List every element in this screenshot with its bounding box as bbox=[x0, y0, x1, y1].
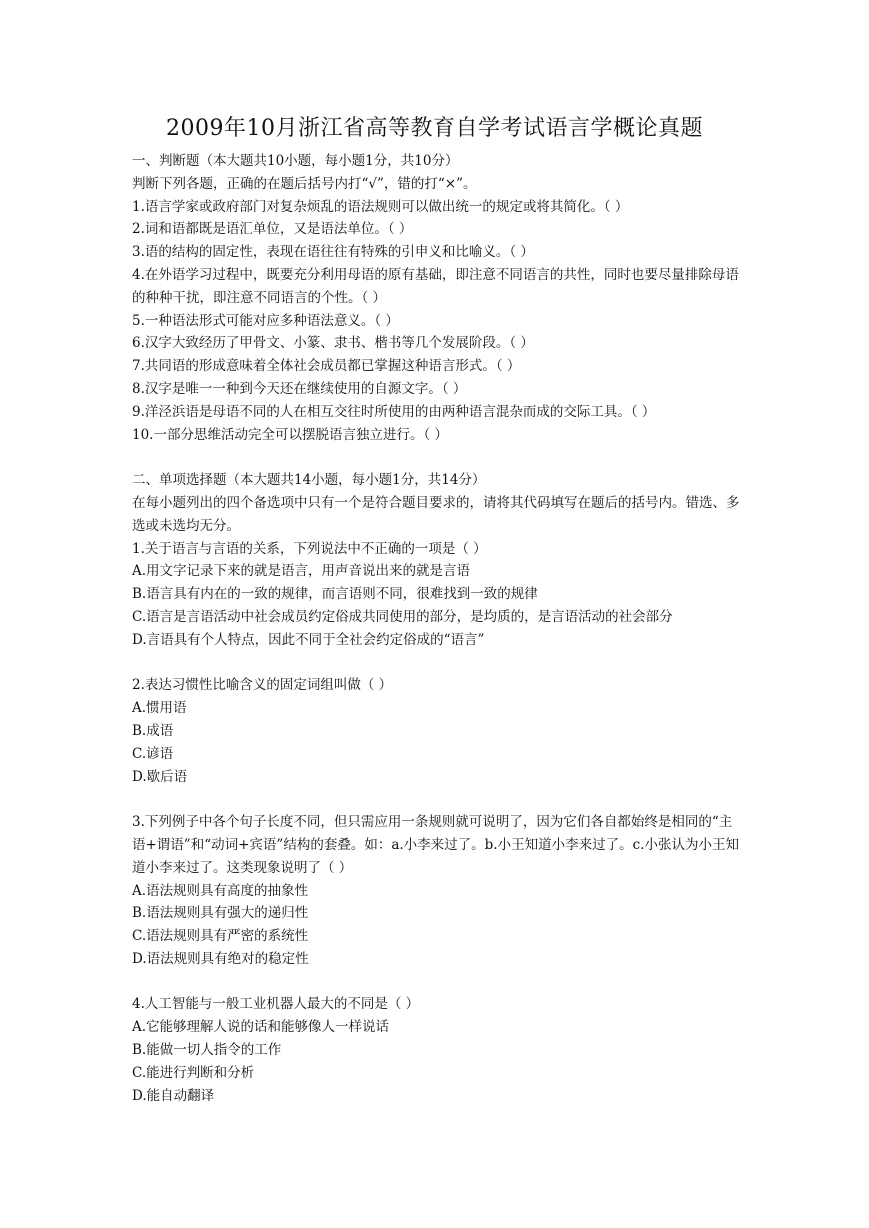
tf-question-7: 7.共同语的形成意味着全体社会成员都已掌握这种语言形式。（ ） bbox=[132, 358, 521, 375]
mc-question-4-option-d: D.能自动翻译 bbox=[132, 1087, 215, 1104]
mc-question-4-option-b: B.能做一切人指令的工作 bbox=[132, 1042, 282, 1059]
section1-heading: 一、判断题（本大题共10小题，每小题1分，共10分） bbox=[132, 153, 459, 169]
spacer bbox=[132, 971, 742, 994]
mc-question-1-option-a: A.用文字记录下来的就是语言，用声音说出来的就是言语 bbox=[132, 563, 471, 580]
mc-question-3-option-a: A.语法规则具有高度的抽象性 bbox=[132, 882, 309, 899]
tf-question-9: 9.洋泾浜语是母语不同的人在相互交往时所使用的由两种语言混杂而成的交际工具。（ ） bbox=[132, 403, 656, 420]
spacer bbox=[132, 652, 742, 675]
mc-question-2-option-a: A.惯用语 bbox=[132, 700, 187, 717]
tf-question-4: 4.在外语学习过程中，既要充分利用母语的原有基础，即注意不同语言的共性，同时也要尽量排除母语的种种干扰，即注意不同语言的个性。（ ） bbox=[132, 266, 739, 306]
mc-question-1-option-b: B.语言具有内在的一致的规律，而言语则不同，很难找到一致的规律 bbox=[132, 586, 538, 603]
mc-question-2-option-b: B.成语 bbox=[132, 722, 174, 739]
spacer bbox=[132, 788, 742, 811]
mc-question-3-option-b: B.语法规则具有强大的递归性 bbox=[132, 905, 309, 922]
mc-question-2-stem: 2.表达习惯性比喻含义的固定词组叫做（ ） bbox=[132, 677, 393, 694]
tf-question-3: 3.语的结构的固定性，表现在语往往有特殊的引申义和比喻义。（ ） bbox=[132, 244, 534, 261]
document-title: 2009年10月浙江省高等教育自学考试语言学概论真题 bbox=[166, 116, 703, 141]
mc-question-1-stem: 1.关于语言与言语的关系，下列说法中不正确的一项是（ ） bbox=[132, 540, 487, 557]
tf-question-5: 5.一种语法形式可能对应多种语法意义。（ ） bbox=[132, 312, 399, 329]
tf-question-2: 2.词和语都既是语汇单位，又是语法单位。（ ） bbox=[132, 221, 413, 238]
mc-question-4-option-a: A.它能够理解人说的话和能够像人一样说话 bbox=[132, 1019, 390, 1036]
mc-question-2-option-d: D.歇后语 bbox=[132, 768, 188, 785]
mc-question-1-option-c: C.语言是言语活动中社会成员约定俗成共同使用的部分，是均质的，是言语活动的社会部分 bbox=[132, 608, 673, 625]
mc-question-4-stem: 4.人工智能与一般工业机器人最大的不同是（ ） bbox=[132, 996, 420, 1013]
tf-question-6: 6.汉字大致经历了甲骨文、小篆、隶书、楷书等几个发展阶段。（ ） bbox=[132, 335, 534, 352]
section2-heading: 二、单项选择题（本大题共14小题，每小题1分，共14分） bbox=[132, 472, 486, 489]
tf-question-10: 10.一部分思维活动完全可以摆脱语言独立进行。（ ） bbox=[132, 426, 449, 443]
section1-instruction: 判断下列各题，正确的在题后括号内打“√”，错的打“×”。 bbox=[132, 175, 477, 192]
document-body bbox=[132, 150, 742, 1107]
mc-question-4-option-c: C.能进行判断和分析 bbox=[132, 1064, 255, 1081]
mc-question-3-option-d: D.语法规则具有绝对的稳定性 bbox=[132, 950, 309, 967]
mc-question-2-option-c: C.谚语 bbox=[132, 745, 174, 762]
tf-question-1: 1.语言学家或政府部门对复杂烦乱的语法规则可以做出统一的规定或将其简化。（ ） bbox=[132, 198, 629, 215]
section2-instruction: 在每小题列出的四个备选项中只有一个是符合题目要求的，请将其代码填写在题后的括号内。错选、多选或未选均无分。 bbox=[132, 494, 740, 534]
tf-question-8: 8.汉字是唯一一种到今天还在继续使用的自源文字。（ ） bbox=[132, 380, 467, 397]
mc-question-3-option-c: C.语法规则具有严密的系统性 bbox=[132, 928, 309, 945]
mc-question-3-stem: 3.下列例子中各个句子长度不同，但只需应用一条规则就可说明了，因为它们各自都始终是相同的“主语+谓语”和“动词+宾语”结构的套叠。如：a.小李来过了。b.小王知道小李来过了。c.小张认为小王知道小李来过了。这类现象说明了（ ） bbox=[132, 814, 739, 876]
spacer bbox=[132, 446, 742, 469]
mc-question-1-option-d: D.言语具有个人特点，因此不同于全社会约定俗成的“语言” bbox=[132, 631, 485, 648]
